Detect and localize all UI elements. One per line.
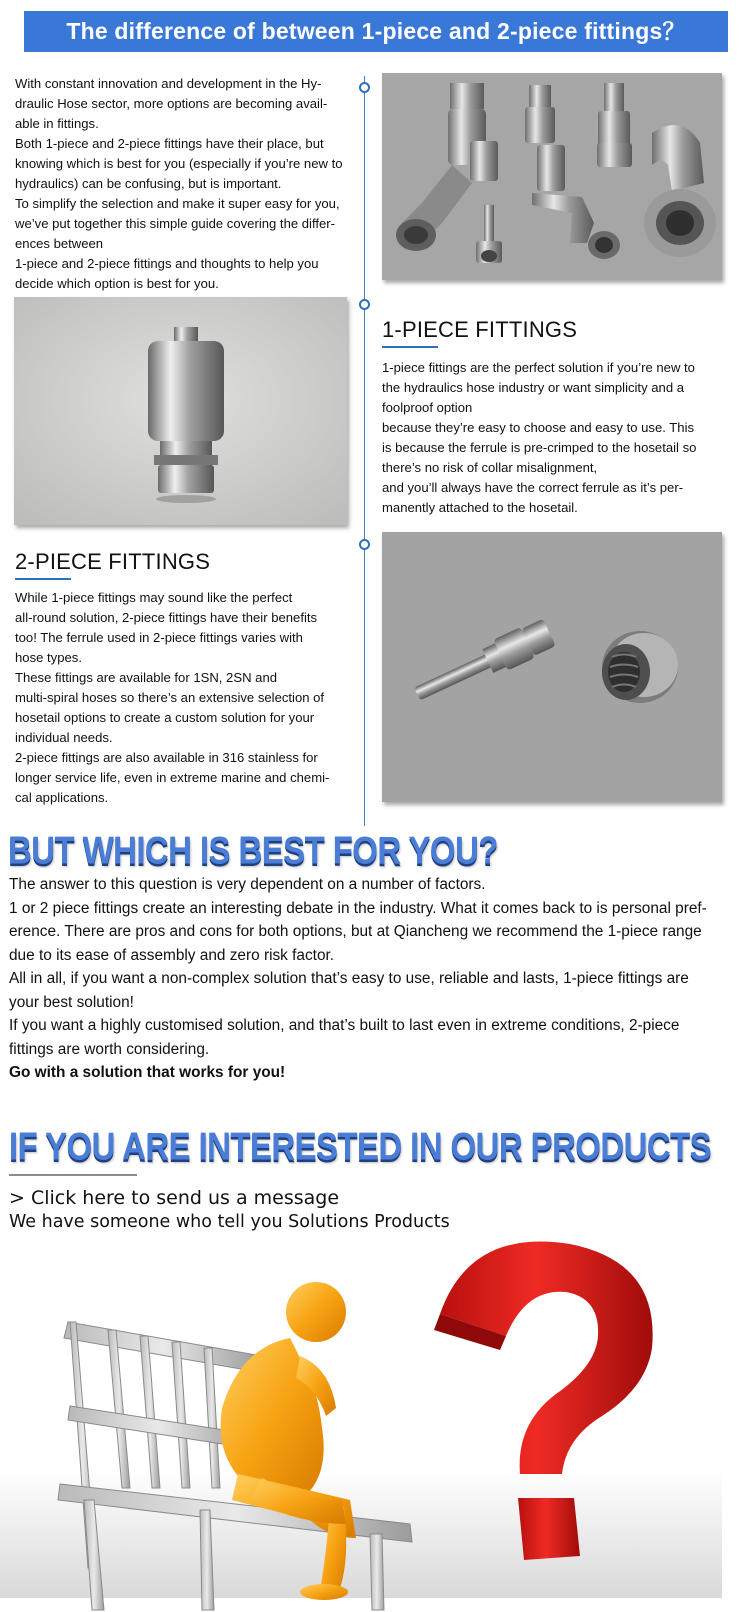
heading-underline <box>9 1174 137 1176</box>
intro-paragraph: Both 1-piece and 2-piece fittings have their place, but knowing which is best for you (especially if you’re new to hydraulics) can be confusing, but is important. <box>15 136 343 191</box>
two-piece-heading: 2-PIECE FITTINGS <box>15 549 211 574</box>
intro-paragraph: 1-piece and 2-piece fittings and thoughts to help you decide which option is best for you. <box>15 256 319 291</box>
solutions-subtext: We have someone who tell you Solutions Products <box>9 1212 450 1232</box>
intro-paragraph: With constant innovation and development in the Hy- draulic Hose sector, more options are becoming avail- able in fittings. <box>15 76 328 131</box>
timeline-dot <box>359 82 370 93</box>
heading-underline <box>382 346 438 348</box>
timeline-dot <box>359 299 370 310</box>
best-paragraph: 1 or 2 piece fittings create an interesting debate in the industry. What it comes back to is personal pref- erence. There are pros and cons for both options, but at Qiancheng we recommend the 1-piece range due to its ease of assembly and zero risk factor. <box>9 899 707 964</box>
one-piece-heading: 1-PIECE FITTINGS <box>382 317 578 342</box>
two-piece-paragraph: While 1-piece fittings may sound like the perfect all-round solution, 2-piece fittings have their benefits too! The ferrule used in 2-piece fittings varies with hose types. <box>15 590 318 665</box>
fittings-assortment-photo <box>382 73 722 280</box>
thinking-figure-illustration <box>0 1238 750 1612</box>
two-piece-paragraph: These fittings are available for 1SN, 2SN and multi-spiral hoses so there’s an extensive selection of hosetail options to create a custom solution for your individual needs. <box>15 670 325 745</box>
best-paragraph: If you want a highly customised solution, and that’s built to last even in extreme conditions, 2-piece fittings are worth considering. <box>9 1017 680 1058</box>
two-piece-text <box>15 588 360 808</box>
best-paragraph: All in all, if you want a non-complex solution that’s easy to use, reliable and lasts, 1-piece fittings are your best solution! <box>9 970 689 1011</box>
heading-underline <box>15 578 71 580</box>
one-piece-paragraph: and you’ll always have the correct ferrule as it’s per- manently attached to the hosetail. <box>382 480 684 515</box>
two-piece-paragraph: 2-piece fittings are also available in 316 stainless for longer service life, even in extreme marine and chemi- cal applications. <box>15 750 330 805</box>
send-message-link[interactable]: > Click here to send us a message <box>9 1187 340 1209</box>
one-piece-paragraph: because they’re easy to choose and easy to use. This is because the ferrule is pre-crimped to the hosetail so there’s no risk of collar misalignment, <box>382 420 697 475</box>
intro-paragraph: To simplify the selection and make it super easy for you, we’ve put together this simple guide covering the differ- ences between <box>15 196 340 251</box>
two-piece-fitting-photo <box>382 532 722 802</box>
one-piece-paragraph: 1-piece fittings are the perfect solution if you’re new to the hydraulics hose industry or want simplicity and a foolproof option <box>382 360 695 415</box>
best-for-you-text <box>9 873 734 1085</box>
timeline-dot <box>359 539 370 550</box>
best-for-you-heading: BUT WHICH IS BEST FOR YOU? <box>8 828 498 872</box>
best-closing: Go with a solution that works for you! <box>9 1064 286 1081</box>
timeline-line <box>364 76 365 826</box>
one-piece-text <box>382 358 727 518</box>
best-paragraph: The answer to this question is very dependent on a number of factors. <box>9 876 486 893</box>
interested-heading: IF YOU ARE INTERESTED IN OUR PRODUCTS <box>9 1124 712 1168</box>
intro-text <box>15 74 360 294</box>
one-piece-fitting-photo <box>14 297 347 525</box>
page-banner-title: The difference of between 1-piece and 2-piece fittings？ <box>24 11 728 52</box>
